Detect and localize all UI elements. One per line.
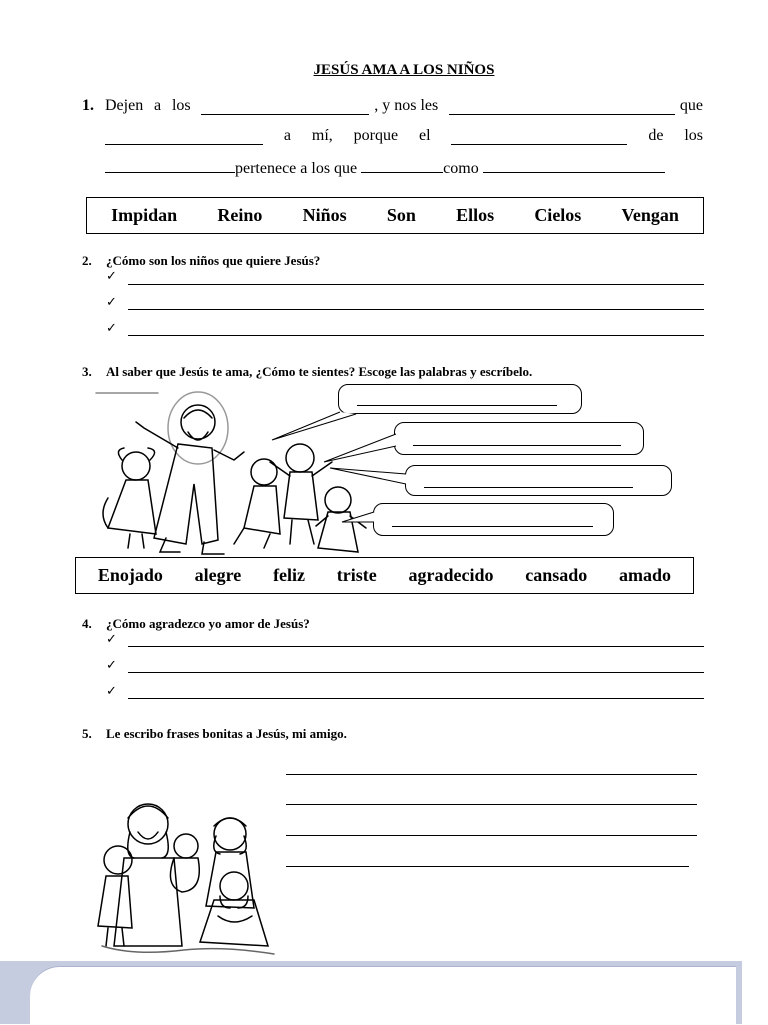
- blank-field[interactable]: [451, 129, 627, 145]
- word-bank-word: Son: [386, 205, 416, 225]
- word-bank-word: Niños: [302, 205, 347, 225]
- word-bank-word: Cielos: [534, 205, 582, 225]
- question-3-number: 3.: [82, 364, 92, 379]
- checkmark-icon: ✓: [106, 683, 117, 698]
- answer-line[interactable]: [424, 487, 633, 488]
- answer-line[interactable]: [128, 672, 704, 673]
- footer-panel: [30, 966, 736, 1025]
- word-bank-2: [75, 557, 694, 594]
- speech-bubble[interactable]: [405, 465, 672, 496]
- checkmark-icon: ✓: [106, 320, 117, 335]
- checkmark-icon: ✓: [106, 268, 117, 283]
- question-1-number: 1.: [82, 97, 94, 114]
- question-4-text: ¿Cómo agradezco yo amor de Jesús?: [106, 616, 310, 631]
- word-bank-word: amado: [619, 565, 672, 585]
- blank-field[interactable]: [483, 157, 665, 173]
- word-bank-word: cansado: [525, 565, 588, 585]
- answer-line[interactable]: [392, 526, 593, 527]
- blank-field[interactable]: [201, 99, 369, 115]
- answer-line[interactable]: [128, 698, 704, 699]
- answer-line[interactable]: [286, 835, 697, 836]
- blank-field[interactable]: [105, 129, 263, 145]
- word-bank-word: Ellos: [456, 205, 495, 225]
- page-title: JESÚS AMA A LOS NIÑOS: [313, 62, 495, 78]
- answer-line[interactable]: [128, 309, 704, 310]
- checkmark-icon: ✓: [106, 294, 117, 309]
- question-4-number: 4.: [82, 616, 92, 631]
- word-bank-word: Reino: [217, 205, 263, 225]
- answer-line[interactable]: [286, 866, 689, 867]
- blank-field[interactable]: [449, 99, 675, 115]
- question-3-text: Al saber que Jesús te ama, ¿Cómo te sientes? Escoge las palabras y escríbelo.: [106, 364, 533, 379]
- jesus-hugging-children-illustration: [94, 796, 280, 958]
- answer-line[interactable]: [286, 804, 697, 805]
- answer-line[interactable]: [286, 774, 697, 775]
- word-bank-word: Impidan: [111, 205, 178, 225]
- word-bank-word: triste: [336, 565, 377, 585]
- question-2-text: ¿Cómo son los niños que quiere Jesús?: [106, 253, 321, 268]
- question-1-line-2: a mí, porque el de los: [105, 127, 703, 145]
- blank-field[interactable]: [361, 157, 443, 173]
- question-5-number: 5.: [82, 726, 92, 741]
- question-5-text: Le escribo frases bonitas a Jesús, mi amigo.: [106, 726, 347, 741]
- answer-line[interactable]: [128, 284, 704, 285]
- word-bank-word: agradecido: [408, 565, 494, 585]
- word-bank-word: Vengan: [621, 205, 679, 225]
- speech-bubble-tails: [260, 400, 410, 530]
- word-bank-1: [86, 197, 704, 234]
- speech-bubble[interactable]: [394, 422, 644, 455]
- checkmark-icon: ✓: [106, 631, 117, 646]
- question-1-line-3: pertenece a los que como: [105, 157, 665, 178]
- word-bank-word: alegre: [194, 565, 242, 585]
- answer-line[interactable]: [128, 646, 704, 647]
- checkmark-icon: ✓: [106, 657, 117, 672]
- answer-line[interactable]: [128, 335, 704, 336]
- blank-field[interactable]: [105, 157, 235, 173]
- question-1-line-1: Dejen a los , y nos les que: [105, 97, 703, 114]
- word-bank-word: feliz: [273, 565, 306, 585]
- answer-line[interactable]: [413, 445, 621, 446]
- word-bank-word: Enojado: [97, 565, 163, 585]
- question-2-number: 2.: [82, 253, 92, 268]
